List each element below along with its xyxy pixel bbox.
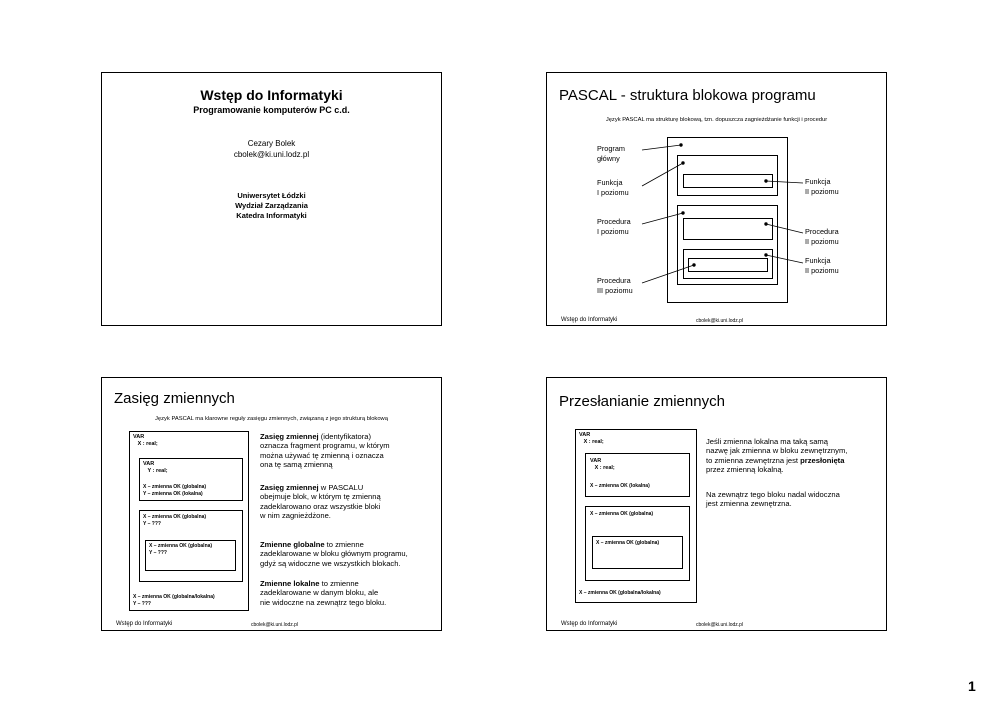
page-number: 1 <box>968 678 976 694</box>
slide3-footer-right: cbolek@ki.uni.lodz.pl <box>251 622 299 628</box>
label-proc1: Procedura I poziomu <box>597 217 631 236</box>
shadowing-paragraph-1-post: przez zmienną lokalną. <box>706 465 784 475</box>
slide-block-structure <box>546 72 887 326</box>
shadowing-paragraph-2: Na zewnątrz tego bloku nadal widoczna jest zmienna zewnętrzna. <box>706 490 840 509</box>
slide3-footer-left: Wstęp do Informatyki <box>116 621 173 627</box>
slide4-footer-left: Wstęp do Informatyki <box>561 621 618 627</box>
slide1-org-3: Katedra Informatyki <box>236 211 307 220</box>
scope-paragraph-2-bold: Zasięg zmiennej <box>260 483 319 492</box>
scope-paragraph-3 <box>260 540 408 568</box>
slide1-org-2: Wydział Zarządzania <box>235 201 308 210</box>
label-func2a: Funkcja II poziomu <box>805 177 839 196</box>
scope-paragraph-2 <box>260 483 381 521</box>
scope-paragraph-4-text: to zmienne zadeklarowane w danym bloku, ale nie widoczne na zewnątrz tego bloku. <box>260 579 387 607</box>
label-program: Program główny <box>597 144 625 163</box>
scope-paragraph-2-text: w PASCALU obejmuje blok, w którym tę zmienną zadeklarowano oraz wszystkie bloki w nim zagnieżdżone. <box>260 483 381 521</box>
slide1-email: cbolek@ki.uni.lodz.pl <box>233 150 310 159</box>
code-outer-note: X – zmienna OK (globalna/lokalna) <box>579 590 661 596</box>
slide-variable-shadowing <box>546 377 887 631</box>
code-inner2-note: X – zmienna OK (globalna) <box>590 511 654 517</box>
code-inner1-var: VAR X : real; <box>590 458 615 471</box>
scope-paragraph-1-text: (identyfikatora) oznacza fragment programu, w którym można używać tę zmienną i oznacza ona tę samą zmienną <box>260 432 390 470</box>
code-outer-var: VAR X : real; <box>133 434 158 447</box>
slide2-footer-right: cbolek@ki.uni.lodz.pl <box>696 318 744 324</box>
shadowing-paragraph-1 <box>706 437 847 475</box>
slide2-subtitle: Język PASCAL ma strukturę blokową, tzn. dopuszcza zagnieżdżanie funkcji i procedur <box>605 117 828 123</box>
label-proc2: Procedura II poziomu <box>805 227 839 246</box>
slide-title <box>101 72 442 326</box>
code-outer-var: VAR X : real; <box>579 432 604 445</box>
code-outer-note: X – zmienna OK (globalna/lokalna) Y – ??? <box>133 594 215 607</box>
shadowing-paragraph-1-pre: Jeśli zmienna lokalna ma taką samą nazwę jak zmienna w bloku zewnętrznym, to zmienna zewnętrzna jest <box>706 437 848 465</box>
slide4-footer-right: cbolek@ki.uni.lodz.pl <box>696 622 744 628</box>
slide-variable-scope <box>101 377 442 631</box>
slide3-subtitle: Język PASCAL ma klarowne reguły zasięgu zmiennych, związaną z jego strukturą blokową <box>155 416 388 422</box>
code-inner3-note: X – zmienna OK (globalna) <box>596 540 660 546</box>
scope-paragraph-1 <box>260 432 390 470</box>
slide1-org-1: Uniwersytet Łódzki <box>237 191 306 200</box>
code-inner2-note: X – zmienna OK (globalna) Y – ??? <box>143 514 207 527</box>
slide3-title: Zasięg zmiennych <box>114 390 235 407</box>
slide1-author: Cezary Bolek <box>247 139 296 148</box>
shadowing-paragraph-1-bold: przesłonięta <box>800 455 845 465</box>
label-func1: Funkcja I poziomu <box>597 178 629 197</box>
code-inner1-note: X – zmienna OK (globalna) Y – zmienna OK (lokalna) <box>143 484 207 497</box>
scope-paragraph-3-text: to zmienne zadeklarowane w bloku głównym programu, gdyż są widoczne we wszystkich blokach. <box>260 540 408 568</box>
code-inner1-note: X – zmienna OK (lokalna) <box>590 483 650 489</box>
code-inner1-var: VAR Y : real; <box>143 461 168 474</box>
label-func2b: Funkcja II poziomu <box>805 256 839 275</box>
code-inner3-note: X – zmienna OK (globalna) Y – ??? <box>149 543 213 556</box>
slide4-title: Przesłanianie zmiennych <box>559 393 725 410</box>
scope-paragraph-4 <box>260 579 386 607</box>
label-proc3: Procedura III poziomu <box>597 276 633 295</box>
slide1-subtitle: Programowanie komputerów PC c.d. <box>193 105 350 115</box>
scope-paragraph-3-bold: Zmienne globalne <box>260 540 325 549</box>
scope-paragraph-4-bold: Zmienne lokalne <box>260 579 320 588</box>
slide2-footer-left: Wstęp do Informatyki <box>561 317 618 323</box>
slide1-title: Wstęp do Informatyki <box>200 87 343 103</box>
slide2-title: PASCAL - struktura blokowa programu <box>559 87 816 104</box>
scope-paragraph-1-bold: Zasięg zmiennej <box>260 432 319 441</box>
